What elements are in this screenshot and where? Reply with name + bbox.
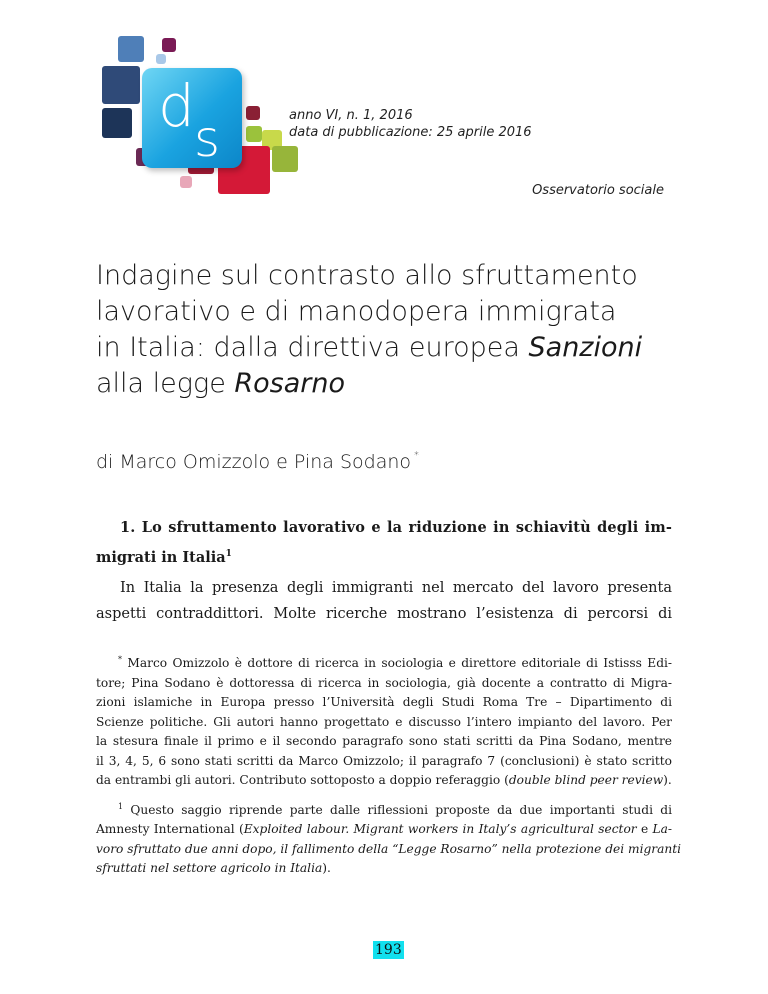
author-footnote-mark: *	[414, 450, 420, 461]
article-title	[96, 258, 696, 402]
footnote-italic: Exploited labour. Migrant workers in Italy’s agricultural sector	[243, 822, 637, 836]
footnote-line	[96, 650, 672, 674]
logo-square	[272, 146, 298, 172]
footnotes	[96, 650, 682, 879]
footnote-text: da entrambi gli autori. Contributo sottoposto a doppio referaggio (	[96, 773, 509, 787]
issue-metadata	[289, 107, 532, 141]
footnote-line	[96, 771, 672, 791]
footnote-line: Scienze politiche. Gli autori hanno progettato e discusso l’intero impianto del lavoro. Per	[96, 714, 672, 729]
section-heading-text: migrati in Italia	[96, 549, 226, 566]
section-heading-line: 1. Lo sfruttamento lavorativo e la riduzione in schiavitù degli im-	[120, 519, 672, 536]
title-text: alla legge	[96, 368, 235, 399]
footnote-text: Questo saggio riprende parte dalle riflessioni proposte da due importanti studi di	[130, 802, 673, 817]
author-names: di Marco Omizzolo e Pina Sodano	[96, 451, 412, 473]
footnote-line	[96, 859, 672, 879]
body-paragraph	[96, 575, 672, 627]
title-line	[96, 366, 696, 402]
logo-square	[156, 54, 166, 64]
footnote-ref: 1	[225, 549, 232, 559]
section-heading-line	[96, 541, 672, 571]
logo-letter-d: d	[158, 72, 193, 140]
footnote-text: Amnesty International (	[96, 822, 244, 836]
section-heading	[96, 515, 672, 571]
logo-square	[102, 66, 140, 104]
page-number: 193	[375, 942, 402, 958]
logo-square	[180, 176, 192, 188]
publication-date: data di pubblicazione: 25 aprile 2016	[289, 125, 532, 140]
footnote-italic: sfruttati nel settore agricolo in Italia	[96, 861, 323, 875]
footnote-line: zioni islamiche in Europa presso l’Università degli Studi Roma Tre – Dipartimento di	[96, 695, 672, 709]
title-line: lavorativo e di manodopera immigrata	[96, 296, 617, 327]
footnote-text: Marco Omizzolo è dottore di ricerca in sociologia e direttore editoriale di Istisss Edi-	[127, 656, 673, 670]
body-line: aspetti contraddittori. Molte ricerche mostrano l’esistenza di percorsi di	[96, 606, 672, 622]
footnote-mark: *	[118, 655, 122, 664]
footnote-mark: 1	[118, 801, 124, 811]
footnote-text: e	[636, 822, 653, 836]
footnote-italic: voro sfruttato due anni dopo, il fallimento della “Legge Rosarno” nella protezione dei migranti	[96, 841, 682, 856]
logo-square	[102, 108, 132, 138]
footnote-line: il 3, 4, 5, 6 sono stati scritti da Marco Omizzolo; il paragrafo 7 (conclusioni) è stato scritto	[96, 753, 672, 768]
logo-square	[246, 106, 260, 120]
body-line: In Italia la presenza degli immigranti nel mercato del lavoro presenta	[120, 580, 672, 596]
title-line	[96, 330, 696, 366]
logo-square	[118, 36, 144, 62]
footnote-line: la stesura finale il primo e il secondo paragrafo sono stati scritti da Pina Sodano, mentre	[96, 734, 672, 748]
logo-letter-s: s	[194, 110, 221, 168]
footnote-italic: La-	[652, 822, 672, 836]
authors	[96, 450, 419, 473]
footnote-italic: double blind peer review	[508, 773, 664, 787]
footnote-line: tore; Pina Sodano è dottoressa di ricerca in sociologia, già docente a contratto di Migra-	[96, 675, 672, 690]
section-label: Osservatorio sociale	[532, 183, 664, 198]
footnote-text: ).	[663, 773, 672, 787]
title-italic-sanzioni: Sanzioni	[528, 332, 643, 363]
footnote-line	[96, 840, 682, 860]
logo-square	[246, 126, 262, 142]
title-line: Indagine sul contrasto allo sfruttamento	[96, 260, 638, 291]
issue-number: anno VI, n. 1, 2016	[289, 108, 413, 123]
footnote-line	[96, 820, 672, 840]
logo-square	[162, 38, 176, 52]
footnote-line	[96, 797, 672, 821]
journal-logo	[96, 28, 306, 198]
footnote-text: ).	[322, 861, 331, 875]
title-text: in Italia: dalla direttiva europea	[96, 332, 529, 363]
title-italic-rosarno: Rosarno	[234, 368, 346, 399]
